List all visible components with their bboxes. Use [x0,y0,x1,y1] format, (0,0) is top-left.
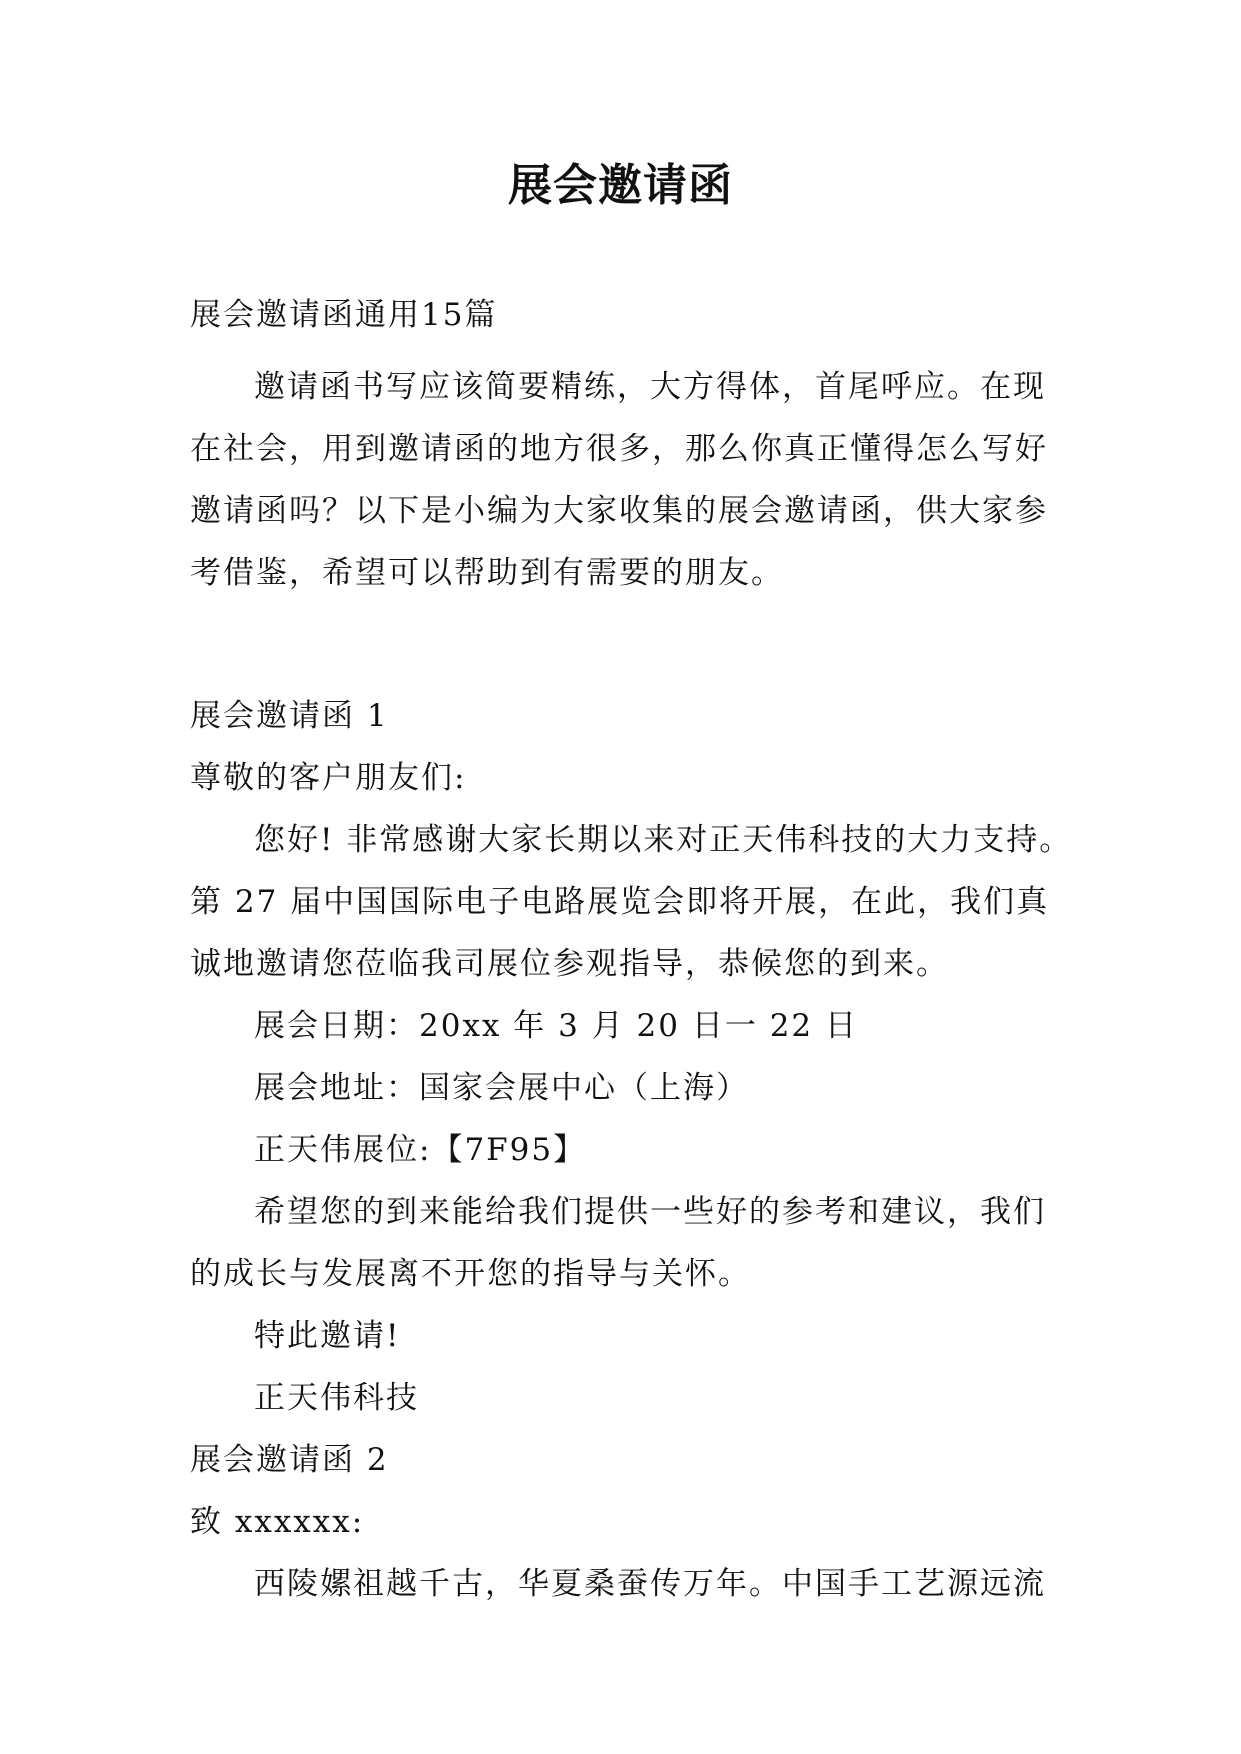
letter2-salutation: 致 xxxxxx: [190,1504,365,1540]
intro-line: 邀请函书写应该简要精练，大方得体，首尾呼应。在现 [254,369,1046,405]
letter1-body-line: 您好! 非常感谢大家长期以来对正天伟科技的大力支持。 [254,822,1073,858]
letter1-date-line: 展会日期：20xx 年 3 月 20 日一 22 日 [254,1008,859,1044]
letter2-body-line: 西陵嫘祖越千古，华夏桑蚕传万年。中国手工艺源远流 [254,1566,1046,1602]
intro-line: 考借鉴，希望可以帮助到有需要的朋友。 [190,555,784,591]
letter1-body-line: 第 27 届中国国际电子电路展览会即将开展，在此，我们真 [190,884,1050,920]
letter1-salutation: 尊敬的客户朋友们: [190,760,467,796]
document-title: 展会邀请函 [508,160,733,211]
letter1-body-line: 诚地邀请您莅临我司展位参观指导，恭候您的到来。 [190,946,949,982]
document-subtitle: 展会邀请函通用15篇 [190,297,498,333]
intro-line: 在社会，用到邀请函的地方很多，那么你真正懂得怎么写好 [190,431,1048,467]
letter1-heading: 展会邀请函 1 [190,698,389,734]
intro-line: 邀请函吗？以下是小编为大家收集的展会邀请函，供大家参 [190,493,1048,529]
letter1-closing: 特此邀请! [254,1318,401,1354]
letter1-address-line: 展会地址：国家会展中心（上海） [254,1070,749,1106]
letter1-booth-line: 正天伟展位:【7F95】 [254,1132,587,1168]
letter1-hope-line: 的成长与发展离不开您的指导与关怀。 [190,1256,751,1292]
letter1-signature: 正天伟科技 [254,1380,419,1416]
letter1-hope-line: 希望您的到来能给我们提供一些好的参考和建议，我们 [254,1194,1046,1230]
letter2-heading: 展会邀请函 2 [190,1442,389,1478]
